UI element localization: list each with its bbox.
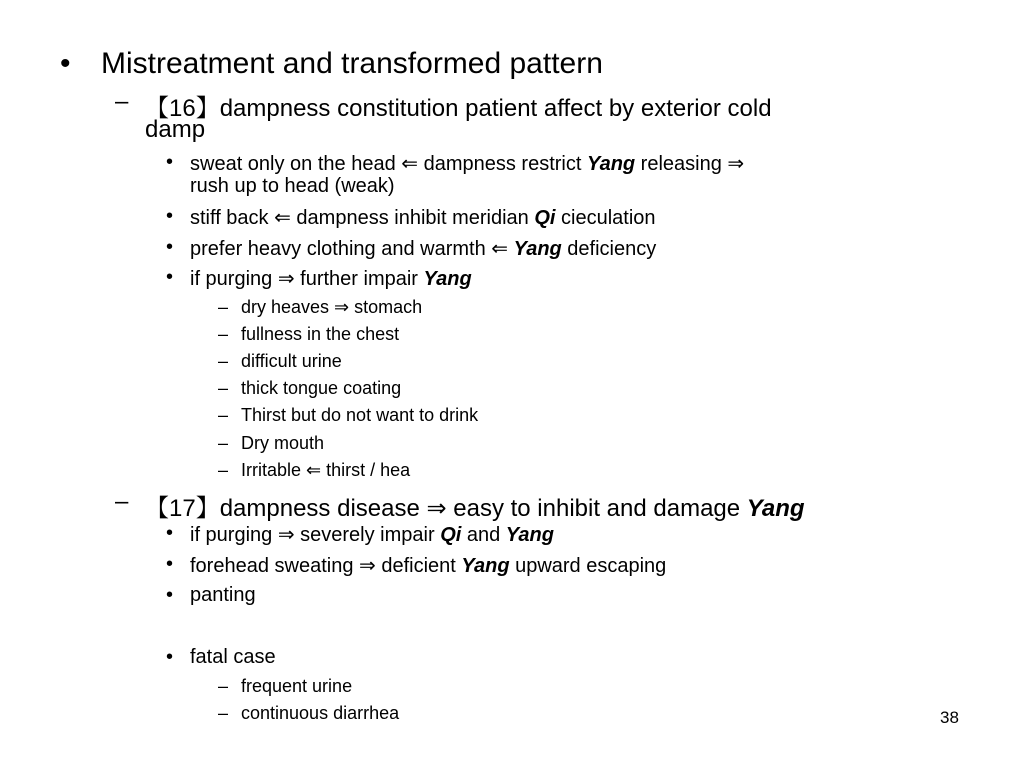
s17-subitem-dash: – <box>218 676 229 696</box>
section16-line1: 【16】dampness constitution patient affect by exterior cold <box>145 95 772 122</box>
s16-item-bullet: • <box>166 151 174 173</box>
s16-item-text: sweat only on the head ⇐ dampness restrict <box>190 153 587 175</box>
s17-item-bullet: • <box>166 522 174 544</box>
s16-subitem: Thirst but do not want to drink <box>241 405 479 425</box>
section17-heading <box>145 488 805 523</box>
s16-item-bullet: • <box>166 236 174 258</box>
section17-dash: – <box>115 488 129 515</box>
s17-item-text: forehead sweating ⇒ deficient <box>190 555 462 577</box>
s16-item-bullet: • <box>166 205 174 227</box>
s17-item-text: and <box>461 524 506 546</box>
heading-bullet: • <box>60 47 71 80</box>
s16-item-text: stiff back ⇐ dampness inhibit meridian <box>190 207 535 229</box>
s16-subitem: thick tongue coating <box>241 378 402 398</box>
s16-item-sweat-head <box>190 151 744 176</box>
s17-item-panting: panting <box>190 584 256 606</box>
s17-item-text: if purging ⇒ severely impair <box>190 524 441 546</box>
page-number: 38 <box>940 708 959 727</box>
section16-dash: – <box>115 88 129 115</box>
heading-text: Mistreatment and transformed pattern <box>101 47 603 80</box>
s16-subitem-dash: – <box>218 378 229 398</box>
s16-item-text: prefer heavy clothing and warmth ⇐ <box>190 238 514 260</box>
s16-subitem: dry heaves ⇒ stomach <box>241 297 423 317</box>
s17-item-bullet: • <box>166 646 174 668</box>
s16-item-continuation: rush up to head (weak) <box>190 175 395 197</box>
section16-line2: damp <box>145 116 206 143</box>
s17-item-bullet: • <box>166 584 174 606</box>
s16-item-purging <box>190 266 472 291</box>
emphasis-yang: Yang <box>423 268 472 290</box>
emphasis-yang: Yang <box>746 495 805 522</box>
s17-item-forehead <box>190 553 666 578</box>
s16-subitem-dash: – <box>218 405 229 425</box>
s17-subitem: continuous diarrhea <box>241 703 400 723</box>
s16-subitem: fullness in the chest <box>241 324 400 344</box>
emphasis-yang: Yang <box>513 238 562 260</box>
s17-subitem: frequent urine <box>241 676 353 696</box>
s16-item-bullet: • <box>166 266 174 288</box>
s17-item-purging <box>190 522 554 547</box>
emphasis-yang: Yang <box>461 555 510 577</box>
emphasis-yang: Yang <box>586 153 636 175</box>
s16-subitem: difficult urine <box>241 351 342 371</box>
section17-text: 【17】dampness disease ⇒ easy to inhibit and damage <box>145 495 747 522</box>
emphasis-qi: Qi <box>534 207 556 229</box>
s17-item-text: upward escaping <box>509 555 667 577</box>
s16-subitem: Irritable ⇐ thirst / hea <box>241 460 411 480</box>
s16-subitem-dash: – <box>218 351 229 371</box>
s17-item-bullet: • <box>166 553 174 575</box>
emphasis-yang: Yang <box>505 524 554 546</box>
s16-item-heavy-clothing <box>190 236 656 261</box>
s16-item-text: cieculation <box>555 207 656 229</box>
s16-subitem-dash: – <box>218 433 229 453</box>
s16-item-text: deficiency <box>561 238 657 260</box>
s17-subitem-dash: – <box>218 703 229 723</box>
s16-subitem-dash: – <box>218 324 229 344</box>
s16-subitem-dash: – <box>218 297 229 317</box>
s16-item-text: if purging ⇒ further impair <box>190 268 424 290</box>
s16-subitem: Dry mouth <box>241 433 325 453</box>
emphasis-qi: Qi <box>440 524 462 546</box>
s16-item-text: releasing ⇒ <box>635 153 745 175</box>
s16-item-stiff-back <box>190 205 656 230</box>
s16-subitem-dash: – <box>218 460 229 480</box>
s17-item-fatal: fatal case <box>190 646 276 668</box>
